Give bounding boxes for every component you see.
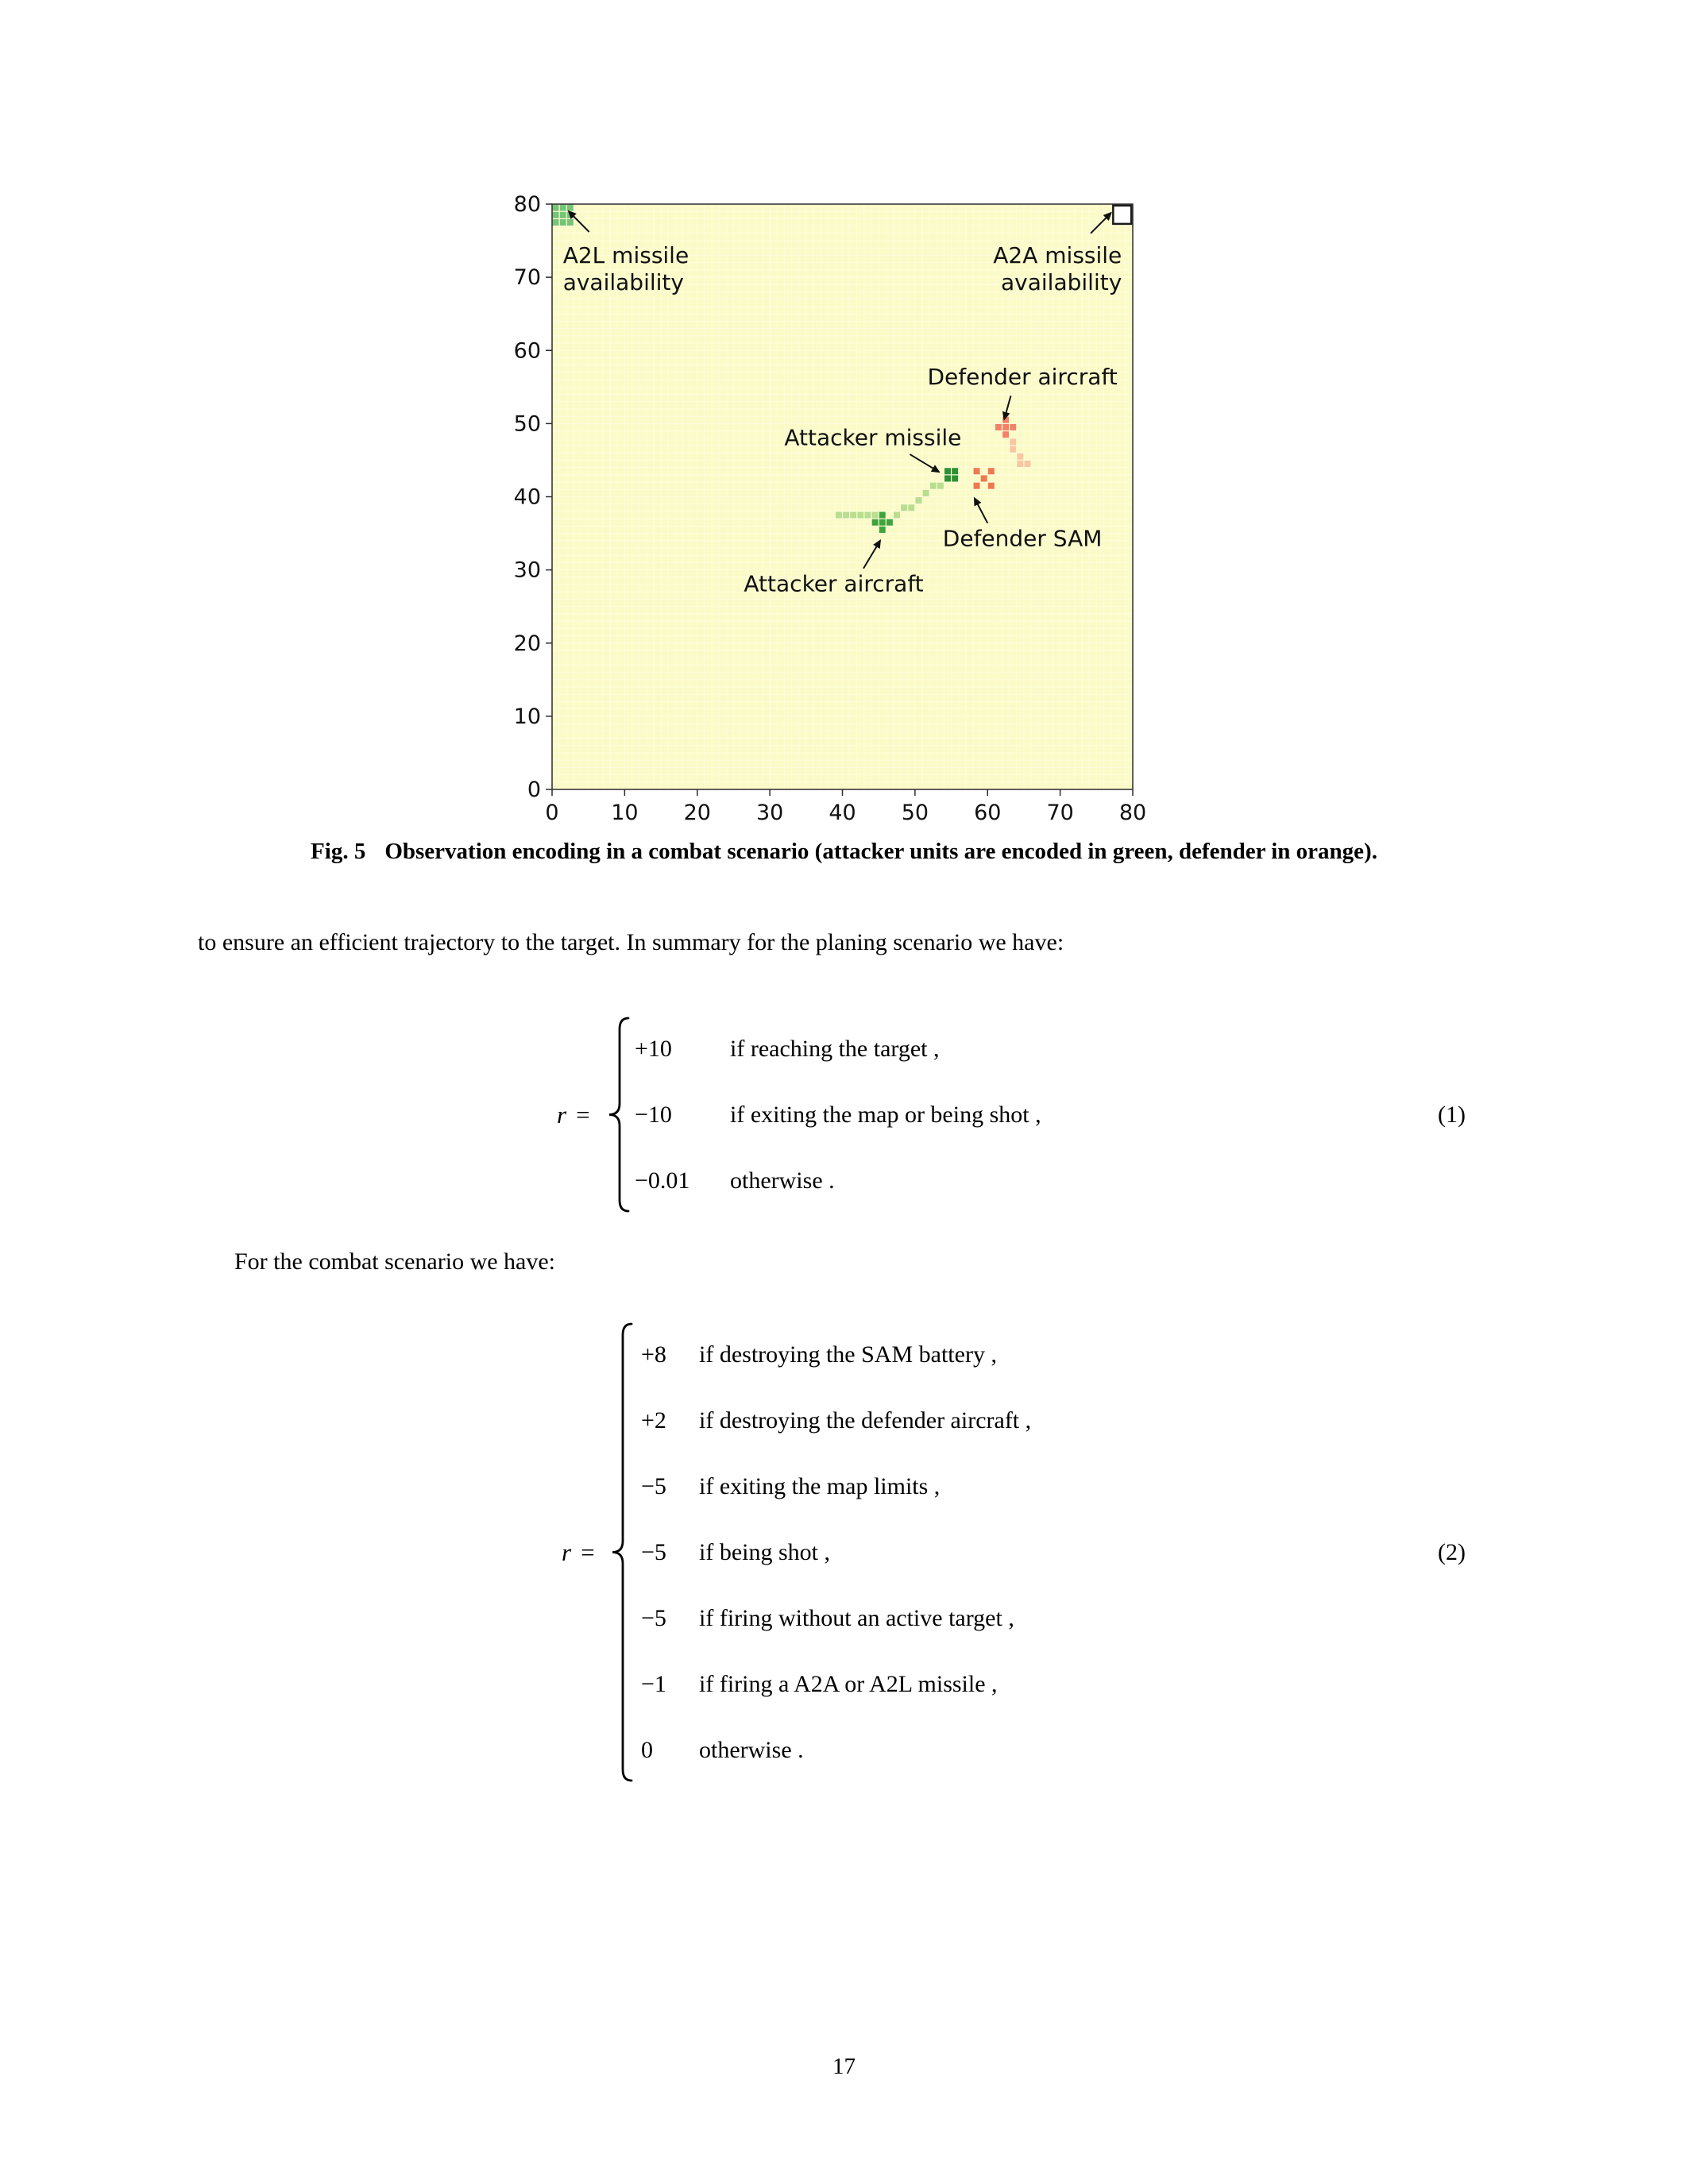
- equation-1-lhs: [557, 1101, 590, 1129]
- curly-brace: [603, 1016, 632, 1214]
- x-tick-label: 50: [901, 801, 929, 825]
- case-condition: if firing a A2A or A2L missile ,: [699, 1670, 998, 1697]
- a2a-missile-availability-label-text: availability: [1001, 268, 1122, 295]
- equation-case-row: [641, 1585, 1031, 1651]
- y-tick-label: 60: [513, 338, 541, 364]
- case-condition: if exiting the map limits ,: [699, 1472, 941, 1499]
- x-tick-label: 10: [611, 801, 639, 825]
- equation-case-row: [635, 1016, 1041, 1082]
- equation-1-cases: [635, 1016, 1041, 1214]
- figure-caption-label: Fig. 5: [311, 839, 366, 864]
- defender-aircraft-label-text: Defender aircraft: [927, 363, 1118, 390]
- case-value: +2: [641, 1406, 666, 1433]
- a2l-missile-availability-label-text: A2L missile: [562, 241, 689, 268]
- case-condition: otherwise .: [699, 1736, 804, 1763]
- a2l-missile-availability-block: [553, 205, 574, 226]
- x-tick-label: 40: [829, 801, 856, 825]
- y-tick-label: 40: [513, 484, 541, 510]
- combat-scenario-observation-chart: [492, 183, 1176, 826]
- equation-1-number: (1): [1438, 1101, 1466, 1128]
- body-paragraph-1: to ensure an efficient trajectory to the target. In summary for the planing scenario we have:: [198, 929, 1064, 955]
- y-tick-label: 0: [527, 778, 541, 802]
- case-condition: if reaching the target ,: [730, 1035, 940, 1062]
- case-value: 0: [641, 1736, 653, 1763]
- equals-sign: =: [581, 1538, 595, 1566]
- equation-case-row: [641, 1519, 1031, 1585]
- x-tick-label: 20: [683, 801, 711, 825]
- case-condition: if destroying the SAM battery ,: [699, 1341, 997, 1368]
- y-tick-label: 30: [513, 558, 541, 583]
- case-value: −1: [641, 1670, 666, 1697]
- case-condition: if exiting the map or being shot ,: [730, 1101, 1041, 1128]
- attacker-missile-label-text: Attacker missile: [784, 424, 962, 451]
- equation-case-row: [641, 1717, 1031, 1783]
- y-tick-label: 70: [513, 265, 541, 291]
- x-tick-label: 80: [1118, 801, 1147, 825]
- equation-case-row: [641, 1322, 1031, 1387]
- case-value: −10: [635, 1101, 672, 1128]
- case-value: −5: [641, 1604, 666, 1631]
- case-value: −5: [641, 1472, 666, 1499]
- equation-case-row: [635, 1082, 1041, 1148]
- a2a-missile-availability-box: [1113, 206, 1131, 224]
- equation-case-row: [635, 1148, 1041, 1214]
- figure-caption-text: Observation encoding in a combat scenario (attacker units are encoded in green, defender in orange).: [384, 839, 1377, 864]
- case-condition: if destroying the defender aircraft ,: [699, 1406, 1032, 1433]
- y-tick-label: 10: [513, 704, 541, 729]
- equation-case-row: [641, 1387, 1031, 1453]
- equation-1: [198, 1016, 1466, 1214]
- figure-caption: [0, 839, 1688, 865]
- equation-case-row: [641, 1453, 1031, 1519]
- attacker-aircraft-label-text: Attacker aircraft: [744, 570, 924, 597]
- y-tick-label: 50: [513, 411, 541, 437]
- case-condition: if firing without an active target ,: [699, 1604, 1014, 1631]
- x-tick-label: 70: [1046, 801, 1074, 825]
- equation-variable-r: r: [562, 1538, 572, 1566]
- case-value: +10: [635, 1035, 672, 1062]
- case-value: −0.01: [635, 1167, 690, 1194]
- a2l-missile-availability-label-text: availability: [562, 268, 684, 295]
- equals-sign: =: [576, 1100, 590, 1129]
- equation-2-cases: [641, 1322, 1031, 1783]
- defender-sam-label-text: Defender SAM: [942, 525, 1103, 552]
- y-tick-label: 20: [513, 631, 541, 656]
- case-condition: if being shot ,: [699, 1538, 830, 1565]
- equation-case-row: [641, 1651, 1031, 1717]
- x-tick-label: 0: [545, 801, 559, 825]
- body-paragraph-2: For the combat scenario we have:: [234, 1248, 556, 1275]
- y-tick-label: 80: [513, 192, 541, 217]
- curly-brace: [606, 1322, 635, 1783]
- x-tick-label: 30: [755, 801, 784, 825]
- equation-2-number: (2): [1438, 1538, 1466, 1565]
- equation-2: [198, 1322, 1466, 1783]
- equation-2-lhs: [562, 1538, 595, 1567]
- equation-variable-r: r: [557, 1100, 567, 1129]
- x-tick-label: 60: [974, 801, 1002, 825]
- case-value: −5: [641, 1538, 666, 1565]
- a2a-missile-availability-label-text: A2A missile: [993, 241, 1122, 268]
- case-condition: otherwise .: [730, 1167, 835, 1194]
- case-value: +8: [641, 1341, 666, 1368]
- page-number: 17: [832, 2054, 856, 2079]
